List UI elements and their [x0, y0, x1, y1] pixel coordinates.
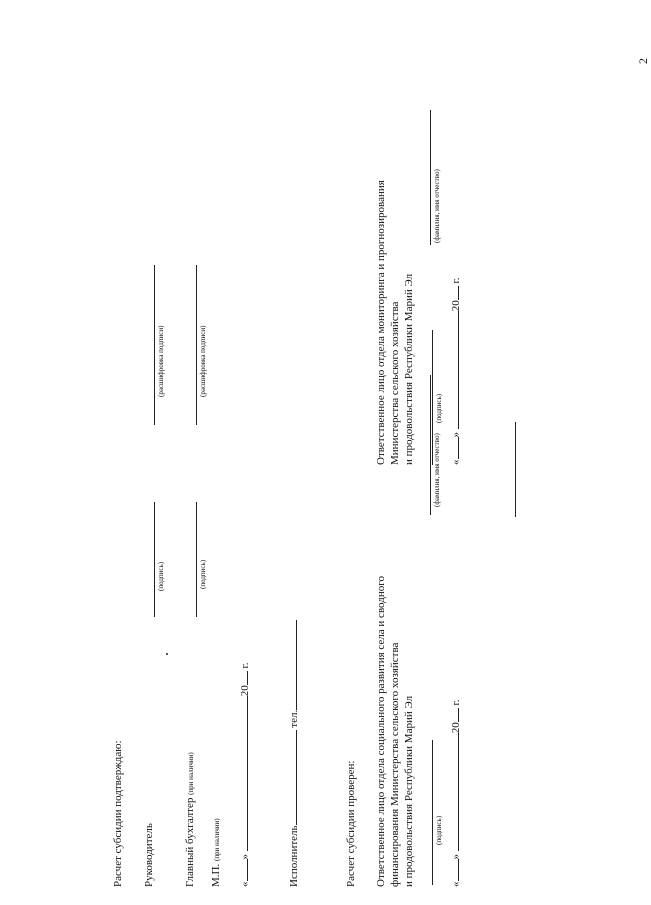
left-date-open-quote: « [450, 881, 462, 887]
left-date-year-suffix: г. [450, 699, 462, 706]
right-block-line1: Ответственное лицо отдела мониторинга и прогнозирования [375, 180, 387, 465]
head-label: Руководитель [143, 823, 155, 887]
stray-line [515, 422, 516, 517]
right-signature-line[interactable] [432, 330, 433, 465]
page-number: 2 [636, 58, 650, 64]
left-date-close-quote: » [450, 854, 462, 860]
accountant-decoding-caption: (расшифровка подписи) [199, 325, 207, 397]
executor-label: Исполнитель [288, 825, 300, 887]
head-decoding-caption: (расшифровка подписи) [157, 325, 165, 397]
confirm-date [239, 662, 252, 887]
accountant-decoding-line[interactable] [196, 265, 197, 425]
date-close-quote: » [239, 854, 251, 860]
left-block-line1: Ответственное лицо отдела социального развития села и сводного [375, 576, 387, 887]
seal-note: (при наличии) [213, 818, 221, 862]
right-date-year-field[interactable] [458, 286, 459, 300]
accountant-label-text: Главный бухгалтер [184, 797, 196, 887]
date-year-field[interactable] [247, 671, 248, 685]
left-date-month-field[interactable] [458, 733, 459, 851]
right-date-year-prefix: 20 [450, 300, 462, 312]
executor-field[interactable] [296, 730, 297, 825]
right-name-caption: (фамилия, имя отчество) [433, 169, 441, 243]
date-day-field[interactable] [247, 860, 248, 882]
accountant-label [184, 752, 198, 887]
confirm-heading: Расчет субсидии подтверждаю: [112, 740, 124, 887]
right-name-line[interactable] [430, 110, 431, 245]
right-block-line3: и продовольствия Республики Марий Эл [403, 273, 415, 465]
date-year-prefix: 20 [239, 685, 251, 697]
date-open-quote: « [239, 881, 251, 887]
phone-field[interactable] [296, 620, 297, 710]
right-date [450, 277, 463, 465]
left-date-day-field[interactable] [458, 860, 459, 882]
head-signature-caption: (подпись) [157, 561, 165, 591]
right-date-month-field[interactable] [458, 311, 459, 429]
right-date-close-quote: » [450, 432, 462, 438]
left-name-caption: (фамилия, имя отчество) [433, 433, 441, 507]
phone-label: тел. [288, 709, 300, 728]
accountant-note: (при наличии) [187, 752, 195, 795]
left-signature-line[interactable] [432, 740, 433, 885]
left-date-year-field[interactable] [458, 708, 459, 722]
date-year-suffix: г. [239, 662, 251, 669]
date-month-field[interactable] [247, 696, 248, 851]
right-date-day-field[interactable] [458, 438, 459, 460]
right-date-year-suffix: г. [450, 277, 462, 284]
left-date [450, 699, 463, 887]
accountant-signature-caption: (подпись) [199, 559, 207, 589]
head-signature-line[interactable] [154, 502, 155, 617]
right-block-line2: Министерства сельского хозяйства [389, 301, 401, 465]
head-decoding-line[interactable] [154, 265, 155, 425]
left-name-line[interactable] [430, 375, 431, 515]
checked-heading: Расчет субсидии проверен: [345, 760, 357, 887]
left-block-line3: и продовольствия Республики Марий Эл [403, 695, 415, 887]
seal-label-text: М.П. [210, 863, 222, 887]
left-signature-caption: (подпись) [435, 815, 443, 845]
right-date-open-quote: « [450, 459, 462, 465]
right-signature-caption: (подпись) [435, 393, 443, 423]
executor-row [288, 620, 301, 887]
accountant-signature-line[interactable] [196, 502, 197, 617]
seal-label [210, 818, 224, 887]
left-date-year-prefix: 20 [450, 722, 462, 734]
left-block-line2: финансирования Министерства сельского хозяйства [389, 642, 401, 887]
mark-dot [166, 653, 168, 655]
